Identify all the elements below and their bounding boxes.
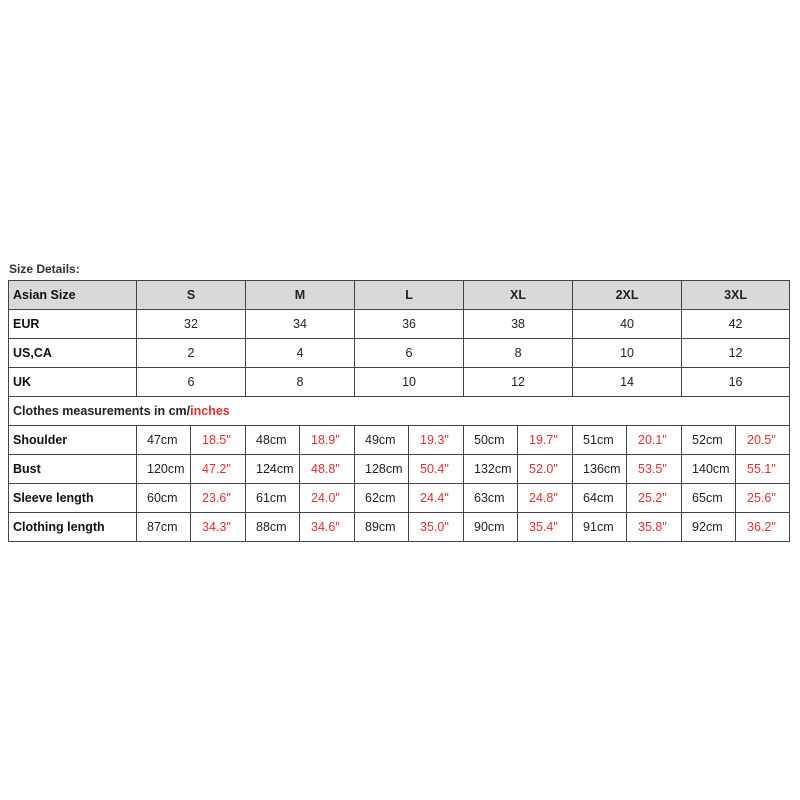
inch-value-cell: 55.1" (736, 455, 790, 484)
inch-value-cell: 20.1" (627, 426, 682, 455)
inch-value-cell: 35.8" (627, 513, 682, 542)
cm-value-cell: 124cm (246, 455, 300, 484)
inch-value-cell: 52.0" (518, 455, 573, 484)
cm-value-cell: 63cm (464, 484, 518, 513)
cm-value-cell: 88cm (246, 513, 300, 542)
measurements-heading-text: Clothes measurements in cm/ (13, 404, 191, 418)
cm-value-cell: 62cm (355, 484, 409, 513)
row-label: US,CA (9, 339, 137, 368)
conversion-row (9, 339, 790, 368)
inch-value-cell: 24.8" (518, 484, 573, 513)
inch-value-cell: 24.4" (409, 484, 464, 513)
measurement-row (9, 484, 790, 513)
cm-value-cell: 91cm (573, 513, 627, 542)
inch-value-cell: 35.4" (518, 513, 573, 542)
inch-value-cell: 23.6" (191, 484, 246, 513)
cm-value-cell: 128cm (355, 455, 409, 484)
cm-value-cell: 47cm (137, 426, 191, 455)
measurements-heading (9, 397, 790, 426)
cm-value-cell: 120cm (137, 455, 191, 484)
cm-value-cell: 136cm (573, 455, 627, 484)
size-value-cell: 6 (355, 339, 464, 368)
inch-value-cell: 18.5" (191, 426, 246, 455)
measurement-label: Shoulder (9, 426, 137, 455)
cm-value-cell: 132cm (464, 455, 518, 484)
cm-value-cell: 65cm (682, 484, 736, 513)
measurement-label: Bust (9, 455, 137, 484)
conversion-row (9, 310, 790, 339)
inch-value-cell: 48.8" (300, 455, 355, 484)
size-chart-table (8, 280, 790, 542)
inch-value-cell: 19.3" (409, 426, 464, 455)
cm-value-cell: 89cm (355, 513, 409, 542)
inch-value-cell: 20.5" (736, 426, 790, 455)
cm-value-cell: 64cm (573, 484, 627, 513)
inch-value-cell: 53.5" (627, 455, 682, 484)
size-value-cell: 16 (682, 368, 790, 397)
cm-value-cell: 51cm (573, 426, 627, 455)
inch-value-cell: 24.0" (300, 484, 355, 513)
size-value-cell: 38 (464, 310, 573, 339)
measurement-label: Clothing length (9, 513, 137, 542)
measurement-row (9, 455, 790, 484)
inch-value-cell: 34.6" (300, 513, 355, 542)
inch-value-cell: 35.0" (409, 513, 464, 542)
cm-value-cell: 140cm (682, 455, 736, 484)
inch-value-cell: 25.2" (627, 484, 682, 513)
inch-value-cell: 25.6" (736, 484, 790, 513)
size-header-m: M (246, 281, 355, 310)
inch-value-cell: 34.3" (191, 513, 246, 542)
inch-value-cell: 18.9" (300, 426, 355, 455)
size-value-cell: 4 (246, 339, 355, 368)
measurement-row (9, 426, 790, 455)
size-value-cell: 10 (355, 368, 464, 397)
cm-value-cell: 61cm (246, 484, 300, 513)
size-value-cell: 12 (682, 339, 790, 368)
size-header-xl: XL (464, 281, 573, 310)
size-value-cell: 36 (355, 310, 464, 339)
size-value-cell: 42 (682, 310, 790, 339)
cm-value-cell: 60cm (137, 484, 191, 513)
size-value-cell: 8 (464, 339, 573, 368)
size-header-s: S (137, 281, 246, 310)
header-row (9, 281, 790, 310)
cm-value-cell: 49cm (355, 426, 409, 455)
inch-value-cell: 36.2" (736, 513, 790, 542)
size-value-cell: 8 (246, 368, 355, 397)
size-value-cell: 6 (137, 368, 246, 397)
inch-value-cell: 47.2" (191, 455, 246, 484)
cm-value-cell: 87cm (137, 513, 191, 542)
size-value-cell: 32 (137, 310, 246, 339)
size-header-2xl: 2XL (573, 281, 682, 310)
measurements-heading-row (9, 397, 790, 426)
cm-value-cell: 48cm (246, 426, 300, 455)
row-label: EUR (9, 310, 137, 339)
inch-value-cell: 19.7" (518, 426, 573, 455)
size-details-caption: Size Details: (9, 262, 80, 276)
cm-value-cell: 92cm (682, 513, 736, 542)
cm-value-cell: 52cm (682, 426, 736, 455)
size-header-l: L (355, 281, 464, 310)
size-value-cell: 10 (573, 339, 682, 368)
measurement-row (9, 513, 790, 542)
cm-value-cell: 90cm (464, 513, 518, 542)
inch-value-cell: 50.4" (409, 455, 464, 484)
cm-value-cell: 50cm (464, 426, 518, 455)
size-value-cell: 34 (246, 310, 355, 339)
size-value-cell: 12 (464, 368, 573, 397)
size-value-cell: 2 (137, 339, 246, 368)
asian-size-header: Asian Size (9, 281, 137, 310)
size-value-cell: 14 (573, 368, 682, 397)
size-value-cell: 40 (573, 310, 682, 339)
measurements-heading-inches: inches (190, 404, 230, 418)
conversion-row (9, 368, 790, 397)
measurement-label: Sleeve length (9, 484, 137, 513)
size-header-3xl: 3XL (682, 281, 790, 310)
row-label: UK (9, 368, 137, 397)
